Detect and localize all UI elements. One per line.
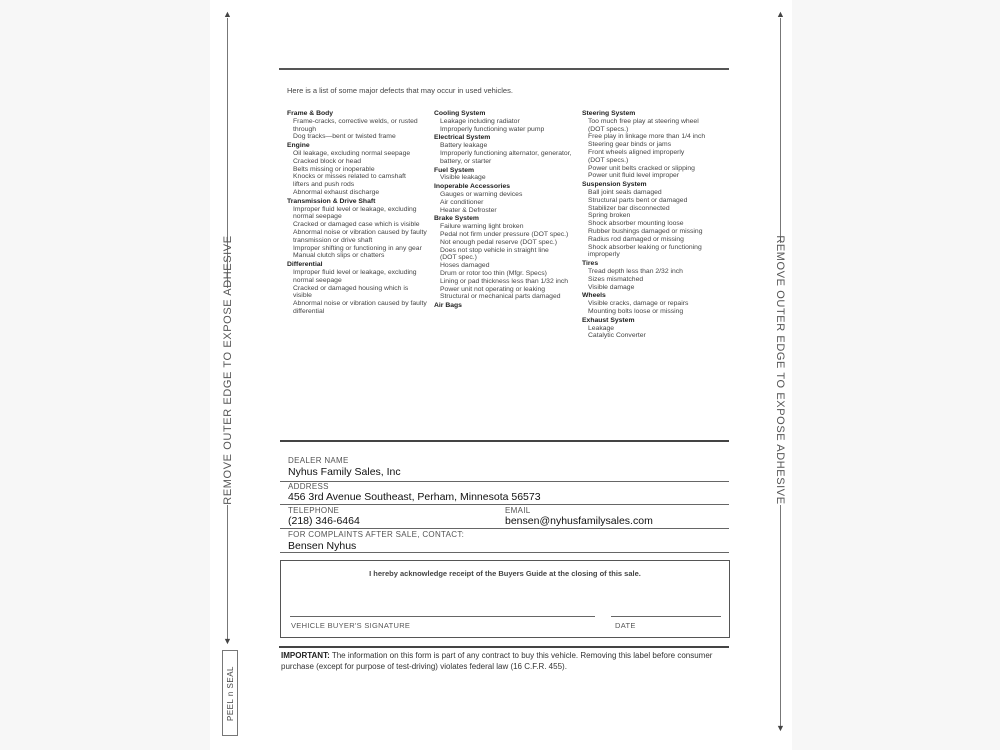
defect-item: Structural or mechanical parts damaged — [440, 293, 561, 301]
defect-item: Abnormal noise or vibration caused by faulty — [293, 300, 427, 308]
defect-item: Dog tracks—bent or twisted frame — [293, 133, 396, 141]
defect-item: (DOT specs.) — [588, 125, 629, 133]
defect-item: Structural parts bent or damaged — [588, 196, 688, 204]
telephone-value: (218) 346-6464 — [288, 515, 360, 527]
acknowledgement-box — [280, 560, 730, 638]
email-value: bensen@nyhusfamilysales.com — [505, 515, 653, 527]
defect-item: (DOT spec.) — [440, 254, 477, 262]
defect-section — [287, 198, 432, 260]
defect-section — [434, 302, 579, 310]
defect-section — [434, 183, 579, 214]
arrow-up-icon: ▲ — [223, 9, 232, 19]
defect-section-title: Electrical System — [434, 134, 491, 142]
defect-item: transmission or drive shaft — [293, 236, 373, 244]
defect-section-title: Cooling System — [434, 110, 486, 117]
defect-item: Front wheels aligned improperly — [588, 148, 685, 156]
defect-item: normal seepage — [293, 213, 342, 221]
defects-column-3 — [582, 110, 727, 341]
defect-item: differential — [293, 307, 325, 315]
defect-item: Cracked or damaged housing which is — [293, 284, 409, 292]
date-label: DATE — [615, 621, 636, 630]
defect-item: Too much free play at steering wheel — [588, 117, 699, 125]
defect-item: Improper fluid level or leakage, excluding — [293, 268, 417, 276]
complaints-row — [280, 529, 729, 553]
defect-item: Catalytic Converter — [588, 332, 646, 340]
defect-item: Frame-cracks, corrective welds, or rusted — [293, 117, 418, 125]
important-notice — [281, 651, 727, 672]
important-text: The information on this form is part of any contract to buy this vehicle. Removing this label before consumer purchase (except for purpose of test-driving) violates federal law (16 C.F.R. 455). — [281, 651, 713, 671]
defect-section-title: Air Bags — [434, 302, 462, 310]
defect-item: Rubber bushings damaged or missing — [588, 227, 703, 235]
defect-item: Mounting bolts loose or missing — [588, 307, 684, 315]
address-label: ADDRESS — [288, 482, 329, 491]
defect-item: Ball joint seals damaged — [588, 188, 662, 196]
background-left — [0, 0, 210, 750]
defect-item: Improperly functioning water pump — [440, 125, 545, 133]
defect-item: Drum or rotor too thin (Mfgr. Specs) — [440, 269, 547, 277]
defect-item: Manual clutch slips or chatters — [293, 252, 385, 260]
defect-item: Stabilizer bar disconnected — [588, 204, 670, 212]
defect-item: Tread depth less than 2/32 inch — [588, 267, 683, 275]
defect-item: Steering gear binds or jams — [588, 141, 672, 149]
right-guide-line-top — [780, 18, 781, 243]
defect-item: (DOT specs.) — [588, 156, 629, 164]
dealer-name-value: Nyhus Family Sales, Inc — [288, 466, 401, 478]
contact-row — [280, 505, 729, 529]
defect-item: Shock absorber mounting loose — [588, 220, 684, 228]
arrow-down-icon: ▼ — [776, 723, 785, 733]
defect-item: Not enough pedal reserve (DOT spec.) — [440, 238, 557, 246]
dealer-name-label: DEALER NAME — [288, 456, 349, 465]
defect-item: Gauges or warning devices — [440, 190, 523, 198]
defect-item: Improper shifting or functioning in any gear — [293, 244, 422, 252]
dealer-name-row — [280, 442, 729, 482]
defect-item: Improper fluid level or leakage, excluding — [293, 205, 417, 213]
defect-item: Heater & Defroster — [440, 206, 497, 214]
dealer-info-block — [280, 440, 729, 553]
defect-item: Failure warning light broken — [440, 223, 524, 231]
defect-item: Power unit belts cracked or slipping — [588, 164, 695, 172]
defect-section-title: Wheels — [582, 292, 606, 300]
defect-item: Visible cracks, damage or repairs — [588, 300, 689, 308]
defect-section — [287, 261, 432, 316]
defect-item: Lining or pad thickness less than 1/32 inch — [440, 277, 569, 285]
defect-item: Pedal not firm under pressure (DOT spec.) — [440, 230, 569, 238]
defect-item: Spring broken — [588, 212, 631, 220]
defect-item: Leakage — [588, 324, 615, 332]
defect-item: Does not stop vehicle in straight line — [440, 246, 549, 254]
address-row — [280, 482, 729, 505]
defect-item: Knocks or misses related to camshaft — [293, 173, 406, 181]
defect-item: Radius rod damaged or missing — [588, 235, 684, 243]
defect-item: Cracked or damaged case which is visible — [293, 221, 420, 229]
defect-item: Belts missing or inoperable — [293, 165, 375, 173]
defect-section — [287, 110, 432, 141]
defects-intro: Here is a list of some major defects that may occur in used vehicles. — [287, 86, 513, 95]
top-rule — [279, 68, 729, 70]
defect-section-title: Inoperable Accessories — [434, 183, 511, 191]
address-value: 456 3rd Avenue Southeast, Perham, Minnesota 56573 — [288, 491, 541, 503]
defect-section-title: Frame & Body — [287, 110, 334, 117]
email-label: EMAIL — [505, 506, 531, 515]
signature-label: VEHICLE BUYER'S SIGNATURE — [291, 621, 411, 630]
defect-item: Abnormal noise or vibration caused by faulty — [293, 228, 427, 236]
defect-section — [582, 292, 727, 315]
right-edge-instruction: REMOVE OUTER EDGE TO EXPOSE ADHESIVE — [774, 235, 786, 505]
defect-section-title: Steering System — [582, 110, 636, 117]
defect-section — [434, 167, 579, 183]
defect-item: Cracked block or head — [293, 157, 362, 165]
defect-item: Abnormal exhaust discharge — [293, 188, 380, 196]
defect-item: Visible damage — [588, 283, 635, 291]
signature-line[interactable] — [290, 616, 595, 617]
defect-item: Air conditioner — [440, 198, 484, 206]
defect-section-title: Suspension System — [582, 181, 647, 189]
defect-item: improperly — [588, 251, 620, 259]
left-edge-instruction: REMOVE OUTER EDGE TO EXPOSE ADHESIVE — [222, 235, 234, 505]
defect-section — [582, 317, 727, 340]
arrow-down-icon: ▼ — [223, 636, 232, 646]
defect-section — [287, 142, 432, 197]
defect-item: Battery leakage — [440, 142, 488, 150]
important-lead: IMPORTANT: — [281, 651, 330, 660]
defect-item: through — [293, 125, 317, 133]
defect-item: visible — [293, 292, 312, 300]
defect-item: Leakage including radiator — [440, 117, 520, 125]
defect-section — [582, 110, 727, 180]
peel-n-seal-logo: PEEL n SEAL — [222, 650, 238, 736]
defect-item: Oil leakage, excluding normal seepage — [293, 149, 411, 157]
defects-column-2 — [434, 110, 579, 311]
complaints-label: FOR COMPLAINTS AFTER SALE, CONTACT: — [288, 530, 465, 539]
defect-item: Improperly functioning alternator, generator, — [440, 149, 572, 157]
defect-section — [582, 181, 727, 259]
acknowledgement-text: I hereby acknowledge receipt of the Buyers Guide at the closing of this sale. — [369, 569, 641, 578]
defect-item: Power unit not operating or leaking — [440, 285, 546, 293]
defect-item: Hoses damaged — [440, 262, 490, 270]
defects-column-1 — [287, 110, 432, 317]
defect-item: normal seepage — [293, 276, 342, 284]
defect-section — [434, 110, 579, 133]
background-right — [792, 0, 1000, 750]
date-line[interactable] — [611, 616, 721, 617]
defect-section — [434, 215, 579, 301]
left-guide-line-bottom — [227, 505, 228, 640]
defect-item: lifters and push rods — [293, 181, 355, 189]
right-guide-line-bottom — [780, 505, 781, 727]
defect-section — [434, 134, 579, 165]
defect-item: Shock absorber leaking or functioning — [588, 243, 702, 251]
defect-item: Free play in linkage more than 1/4 inch — [588, 133, 706, 141]
defect-item: Power unit fluid level improper — [588, 172, 680, 180]
defect-section — [582, 260, 727, 291]
defect-section-title: Brake System — [434, 215, 479, 223]
defect-section-title: Engine — [287, 142, 310, 150]
telephone-label: TELEPHONE — [288, 506, 340, 515]
defect-section-title: Transmission & Drive Shaft — [287, 197, 376, 205]
complaints-contact-value: Bensen Nyhus — [288, 540, 357, 552]
defect-section-title: Tires — [582, 260, 599, 268]
defect-item: Visible leakage — [440, 174, 486, 182]
defect-section-title: Differential — [287, 261, 323, 269]
defect-section-title: Fuel System — [434, 166, 475, 174]
arrow-up-icon: ▲ — [776, 9, 785, 19]
defect-item: Sizes mismatched — [588, 275, 644, 283]
bottom-rule — [279, 646, 729, 648]
defect-section-title: Exhaust System — [582, 316, 635, 324]
defect-item: battery, or starter — [440, 157, 492, 165]
